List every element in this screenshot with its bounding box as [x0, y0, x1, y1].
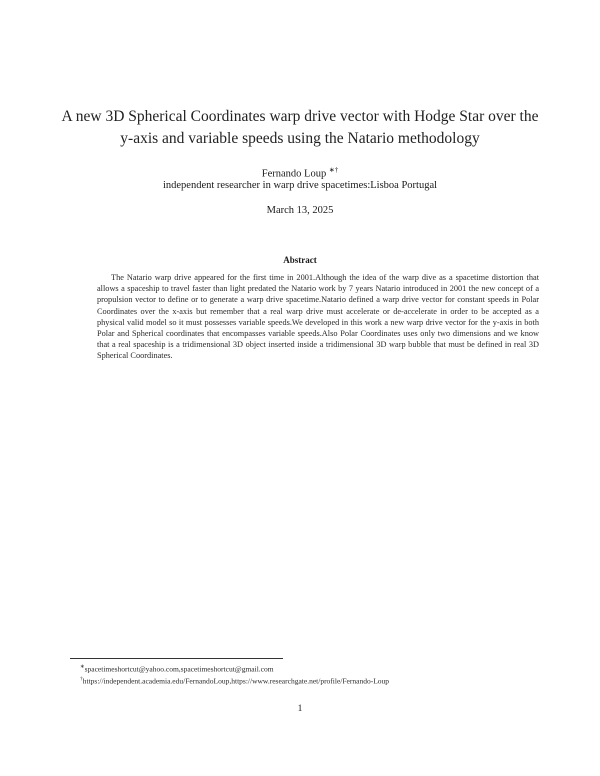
footnote-mark: † [80, 676, 83, 682]
author-name: Fernando Loup [261, 168, 327, 180]
paper-title: A new 3D Spherical Coordinates warp drive vector with Hodge Star over the y-axis and variable speeds using the Natario methodology [61, 108, 539, 147]
footnote-text: https://independent.academia.edu/FernandoLoup,https://www.researchgate.net/profile/Fernando-Loup [82, 676, 390, 686]
footnote-mark: ∗ [80, 664, 85, 670]
abstract-heading: Abstract [283, 255, 317, 265]
author-affiliation: independent researcher in warp drive spacetimes:Lisboa Portugal [162, 180, 438, 191]
author-footnote-marks: ∗† [328, 166, 339, 174]
footnote-email [80, 662, 540, 675]
footnote-text: spacetimeshortcut@yahoo.com,spacetimeshortcut@gmail.com [84, 664, 274, 674]
footnote-divider [70, 658, 283, 659]
page-number: 1 [297, 704, 303, 714]
publication-date: March 13, 2025 [266, 205, 334, 216]
footnote-profiles [80, 674, 540, 687]
abstract-body: The Natario warp drive appeared for the first time in 2001.Although the idea of the warp dive as a spacetime distortion that allows a spaceship to travel faster than light predated the Natario work by 7 years Natario introduced in 2001 the new concept of a propulsion vector to define or to generate a warp drive spacetime.Natario defined a warp drive vector for constant speeds in Polar Coordinates over the x-axis but remember that a real warp drive must accelerate or de-accelerate in order to be accepted as a physical valid model so it must possesses variable speeds.We developed in this work a new warp drive vector for the y-axis in both Polar and Spherical coordinates that encompasses variable speeds.Also Polar Coordinates uses only two dimensions and we know that a real spaceship is a tridimensional 3D object inserted inside a tridimensional 3D warp bubble that must be defined in real 3D Spherical Coordinates. [97, 273, 539, 361]
author-line [0, 166, 600, 180]
